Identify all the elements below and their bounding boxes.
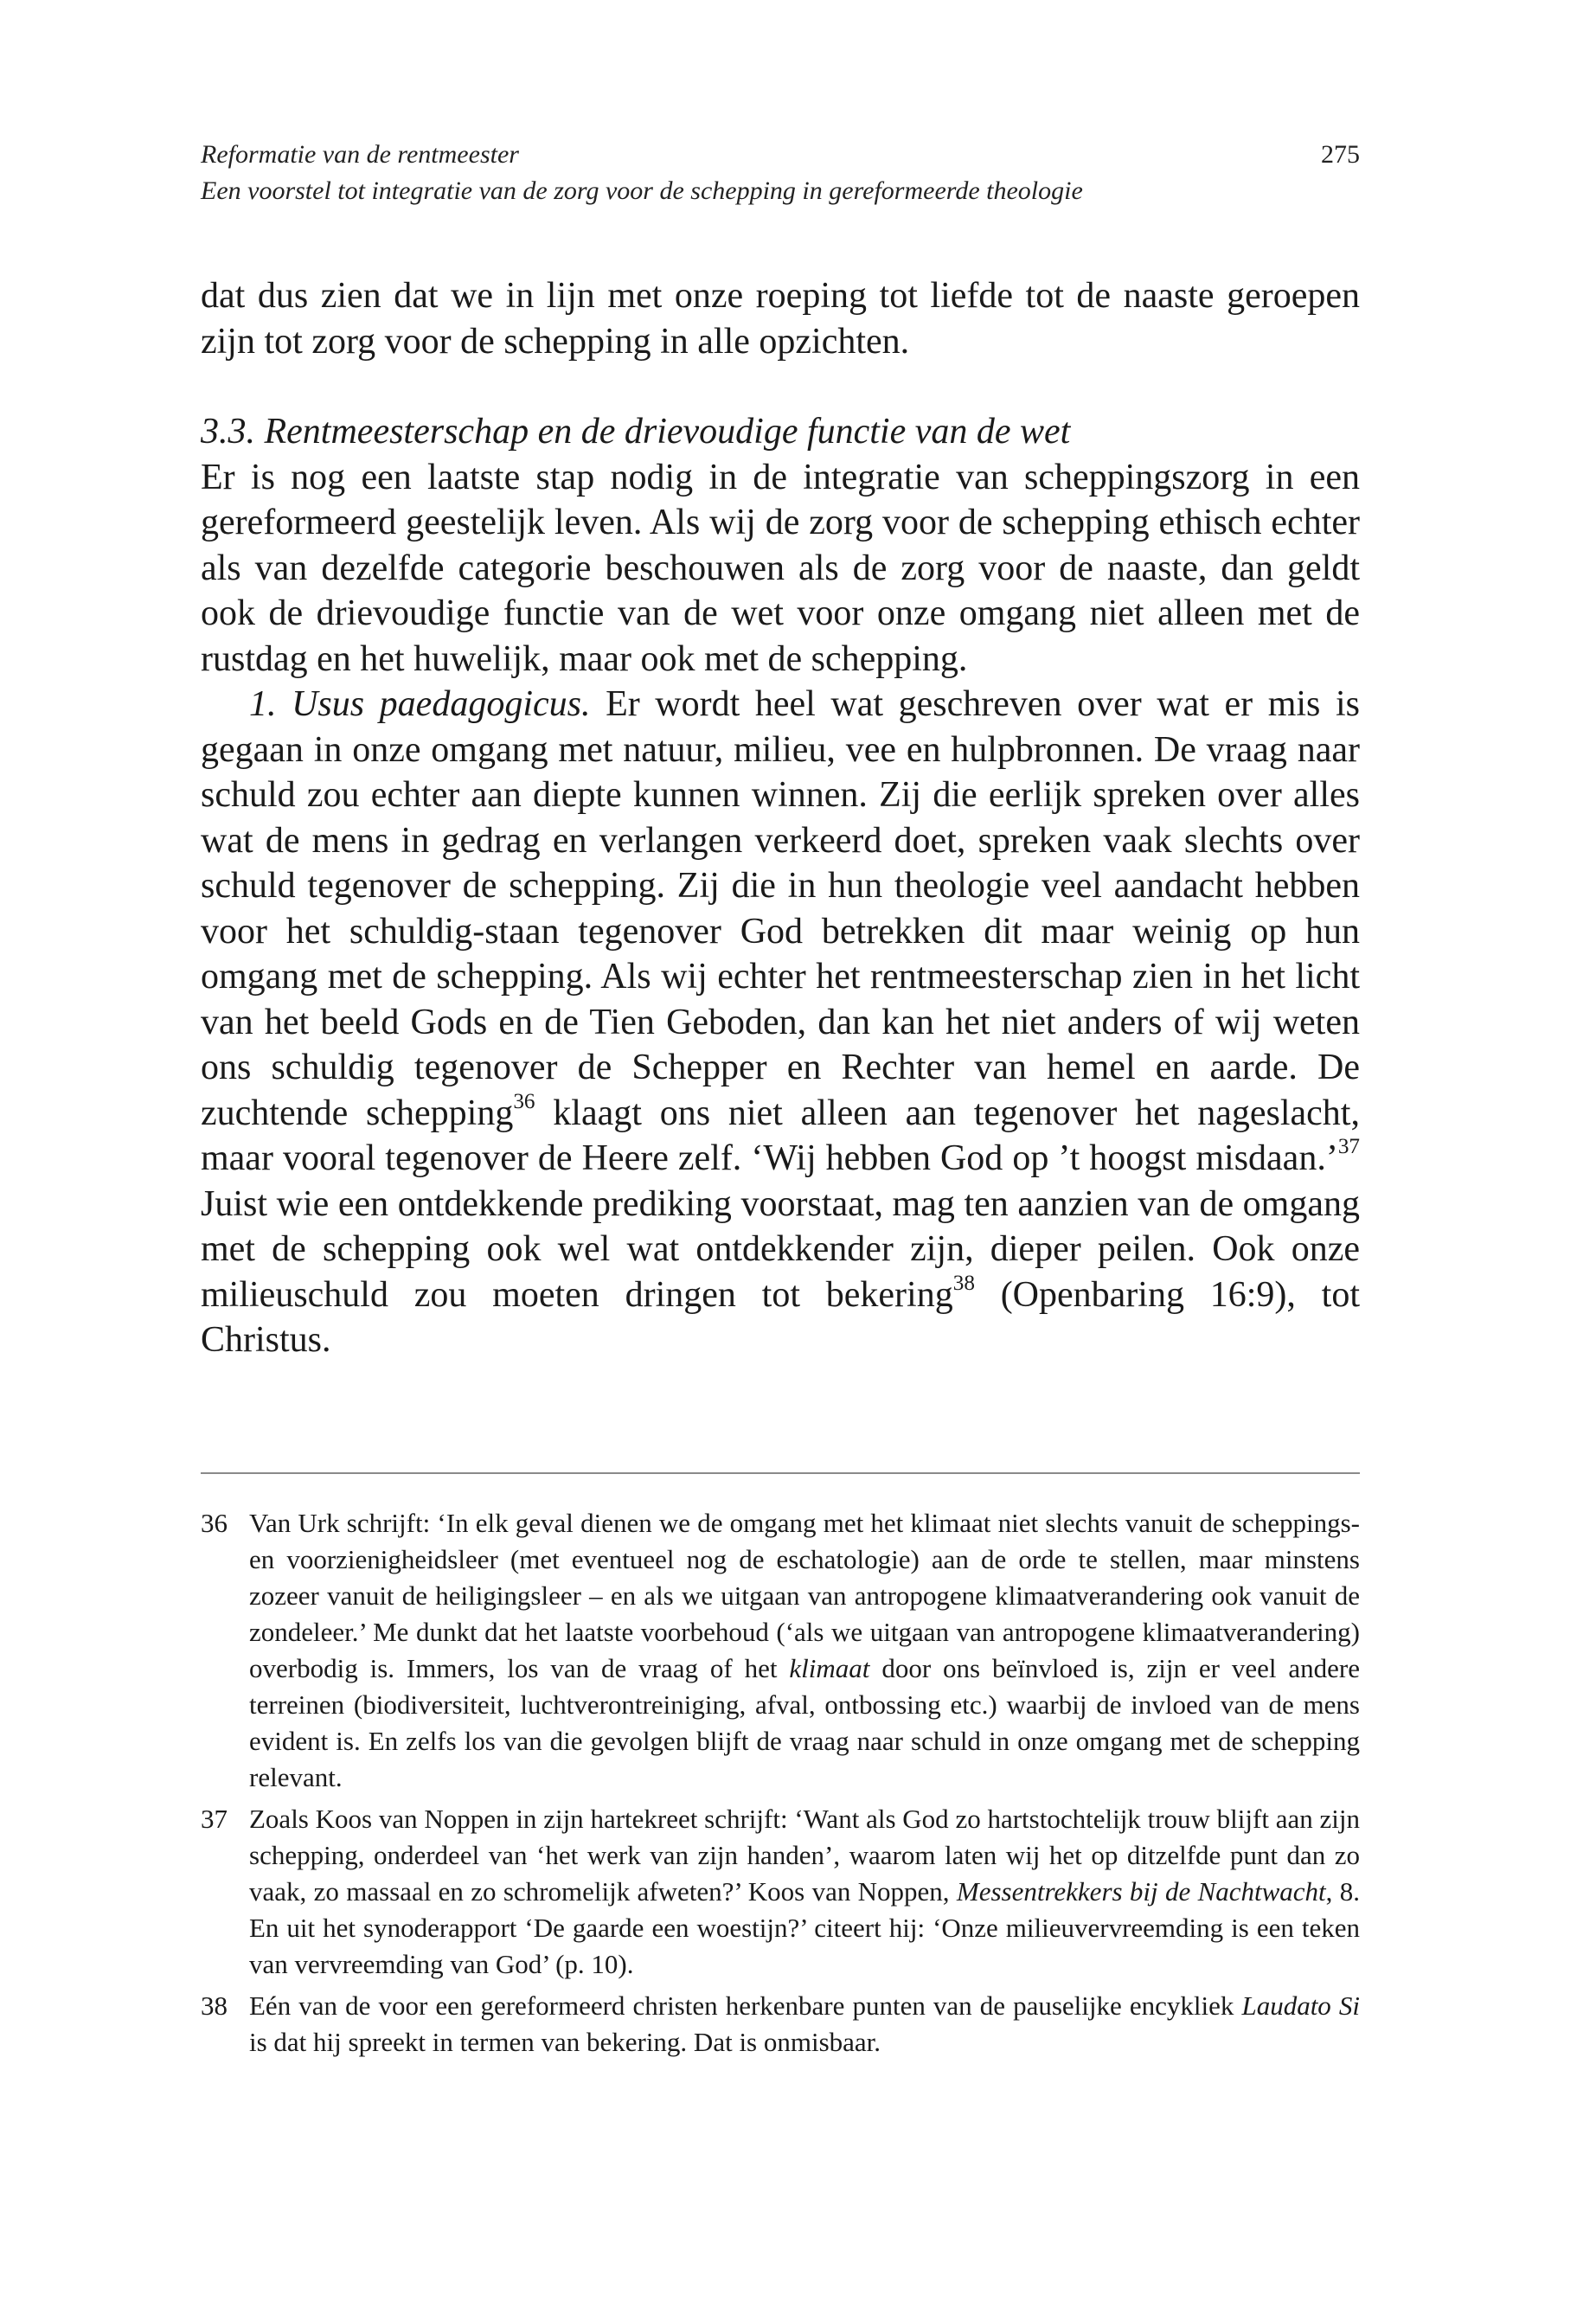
running-title: Reformatie van de rentmeester [201,140,519,169]
footnote-text: Eén van de voor een gereformeerd christen herkenbare punten van de pauselijke encykliek [249,1990,1242,2021]
footnote-italic: Laudato Si [1241,1990,1361,2021]
main-text [201,273,1360,1363]
page-number: 275 [1321,140,1360,169]
footnote-italic: klimaat [789,1653,870,1683]
footnote-text: door ons beïnvloed is, zijn er veel andere terreinen (biodiversiteit, luchtverontreiniging, afval, ontbossing etc.) waarbij de invloed van de mens evident is. En zelfs los van die gevolgen blijft de vraag naar schuld in onze omgang met de schepping relevant. [249,1653,1360,1792]
running-header [201,137,1360,209]
section-heading: 3.3. Rentmeesterschap en de drievoudige functie van de wet [201,412,1071,452]
footnote-ref-38[interactable]: 38 [952,1271,975,1295]
usus-text-3: Juist wie een ontdekkende prediking voorstaat, mag ten aanzien van de omgang met de schepping ook wel wat ontdekkender zijn, dieper peilen. Ook onze milieuschuld zou moeten dringen tot bekering [201,1183,1360,1315]
footnote-text: , 8. En uit het synoderapport ‘De gaarde een woestijn?’ citeert hij: ‘Onze milieuvervreemding is een teken van vervreemding van God’ (p. 10). [249,1876,1361,1979]
footnote-text: Van Urk schrijft: ‘In elk geval dienen we de omgang met het klimaat niet slechts vanuit de scheppings- en voorzienigheidsleer (met eventueel nog de eschatologie) aan de orde te stellen, maar minstens zozeer vanuit de heiligingsleer – en als we uitgaan van antropogene klimaatverandering ook vanuit de zondeleer.’ Me dunkt dat het laatste voorbehoud (‘als we uitgaan van antropogene klimaatverandering) overbodig is. Immers, los van de vraag of het [249,1508,1360,1683]
footnote-37 [201,1801,1360,1983]
usus-text-1: Er wordt heel wat geschreven over wat er mis is gegaan in onze omgang met natuur, milieu, vee en hulpbronnen. De vraag naar schuld zou echter aan diepte kunnen winnen. Zij die eerlijk spreken over alles wat de mens in gedrag en verlangen verkeerd doet, spreken vaak slechts over schuld tegenover de schepping. Zij die in hun theologie veel aandacht hebben voor het schuldig-staan tegenover God betrekken dit maar weinig op hun omgang met de schepping. Als wij echter het rentmeesterschap zien in het licht van het beeld Gods en de Tien Geboden, dan kan het niet anders of wij weten ons schuldig tegenover de Schepper en Rechter van hemel en aarde. De zuchtende schepping [201,684,1360,1133]
running-subtitle: Een voorstel tot integratie van de zorg voor de schepping in gereformeerde theologie [201,176,1083,205]
footnote-ref-37[interactable]: 37 [1337,1135,1360,1159]
usus-text-4: (Openbaring 16:9), tot Christus. [201,1274,1360,1360]
section-paragraph: Er is nog een laatste stap nodig in de integratie van scheppingszorg in een gereformeerd geestelijk leven. Als wij de zorg voor de schepping ethisch echter als van dezelfde categorie beschouwen als de zorg voor de naaste, dan geldt ook de drievoudige functie van de wet voor onze omgang niet alleen met de rustdag en het huwelijk, maar ook met de schepping. [201,457,1360,679]
usus-text-2: klaagt ons niet alleen aan tegenover het nageslacht, maar vooral tegenover de Heere zelf. ‘Wij hebben God op ’t hoogst misdaan.’ [201,1093,1360,1178]
footnote-number: 38 [201,1990,228,2021]
footnotes [201,1505,1360,2066]
opening-paragraph: dat dus zien dat we in lijn met onze roeping tot liefde tot de naaste geroepen zijn tot zorg voor de schepping in alle opzichten. [201,276,1360,362]
footnote-36 [201,1505,1360,1796]
footnote-38 [201,1988,1360,2061]
usus-paragraph [201,682,1360,1363]
footnote-number: 36 [201,1508,228,1538]
footnote-number: 37 [201,1804,228,1834]
footnote-text: is dat hij spreekt in termen van bekering. Dat is onmisbaar. [249,2027,881,2057]
paragraph-gap [201,364,1360,409]
usus-lead: 1. Usus paedagogicus. [249,684,591,724]
footnote-text: Zoals Koos van Noppen in zijn hartekreet schrijft: ‘Want als God zo hartstochtelijk trouw blijft aan zijn schepping, onderdeel van ‘het werk van zijn handen’, waarom laten wij het op ditzelfde punt dan zo vaak, zo massaal en zo schromelijk afweten?’ Koos van Noppen, [249,1804,1360,1907]
footnote-italic: Messentrekkers bij de Nachtwacht [956,1876,1326,1907]
footnote-ref-36[interactable]: 36 [513,1089,535,1113]
footnote-divider [201,1472,1360,1474]
